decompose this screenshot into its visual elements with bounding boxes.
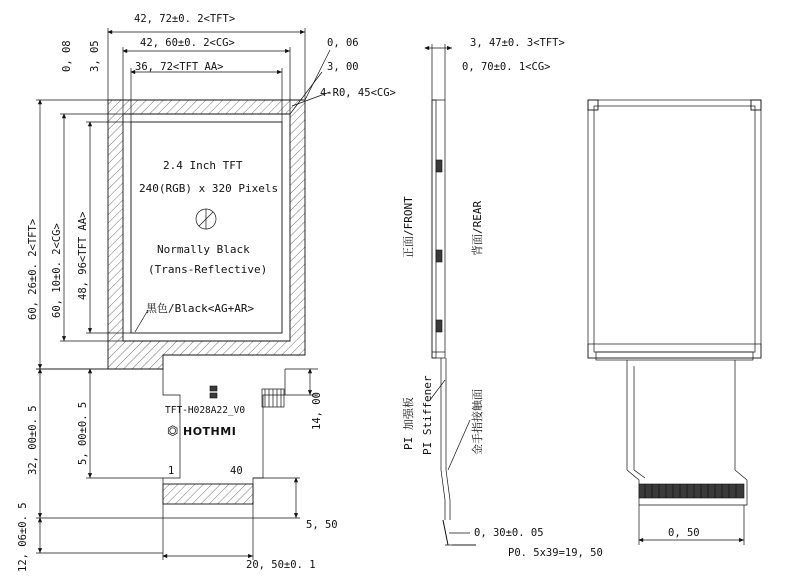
brand-logo: HOTHMI	[183, 425, 237, 438]
dim-top-3-00: 3, 00	[327, 61, 359, 73]
stiffener-label-en: PI Stiffener	[421, 375, 434, 455]
panel-line-3: Normally Black	[157, 243, 250, 256]
fpc-pitch-note: P0. 5x39=19, 50	[508, 547, 603, 559]
dim-left-0-08: 0, 08	[61, 40, 73, 72]
dim-left-32-00: 32, 00±0. 5	[27, 405, 39, 475]
dim-bottom-20-50: 20, 50±0. 1	[246, 559, 316, 571]
dim-top-cg-width: 42, 60±0. 2<CG>	[140, 37, 235, 49]
stiffener-label-cn: PI 加强板	[402, 397, 415, 450]
dim-top-aa-width: 36, 72<TFT AA>	[135, 61, 224, 73]
logo-mark-icon: ⏣	[167, 424, 179, 439]
dim-bottom-0-50: 0, 50	[668, 527, 700, 539]
dim-left-cg-height: 60, 10±0. 2<CG>	[51, 223, 63, 318]
dim-left-aa-height: 48, 96<TFT AA>	[77, 211, 89, 300]
dim-left-tft-height: 60, 26±0. 2<TFT>	[27, 218, 39, 320]
dim-top-0-06: 0, 06	[327, 37, 359, 49]
dim-thickness-cg: 0, 70±0. 1<CG>	[462, 61, 551, 73]
dim-left-3-05: 3, 05	[89, 40, 101, 72]
gold-finger-label: 金手指接触面	[471, 389, 484, 455]
dim-corner-radius: 4-R0, 45<CG>	[320, 87, 396, 99]
model-number: TFT-H028A22_V0	[165, 405, 246, 416]
dim-left-5-00: 5, 00±0. 5	[77, 401, 89, 465]
panel-line-1: 2.4 Inch TFT	[163, 159, 243, 172]
fpc-pin-last: 40	[230, 465, 243, 477]
view-label-front: 正面/FRONT	[402, 196, 415, 258]
panel-line-2: 240(RGB) x 320 Pixels	[139, 182, 279, 195]
panel-line-4: (Trans-Reflective)	[148, 263, 268, 276]
dim-left-12-06: 12, 06±0. 5	[17, 502, 29, 572]
dim-bottom-0-30: 0, 30±0. 05	[474, 527, 544, 539]
dim-right-14-00: 14, 00	[311, 392, 323, 430]
dim-right-5-50: 5, 50	[306, 519, 338, 531]
fpc-pin-first: 1	[168, 465, 175, 477]
dim-top-tft-width: 42, 72±0. 2<TFT>	[134, 13, 236, 25]
panel-line-5: 黑色/Black<AG+AR>	[146, 302, 255, 315]
view-label-rear: 背面/REAR	[471, 200, 484, 256]
dim-thickness-tft: 3, 47±0. 3<TFT>	[470, 37, 565, 49]
